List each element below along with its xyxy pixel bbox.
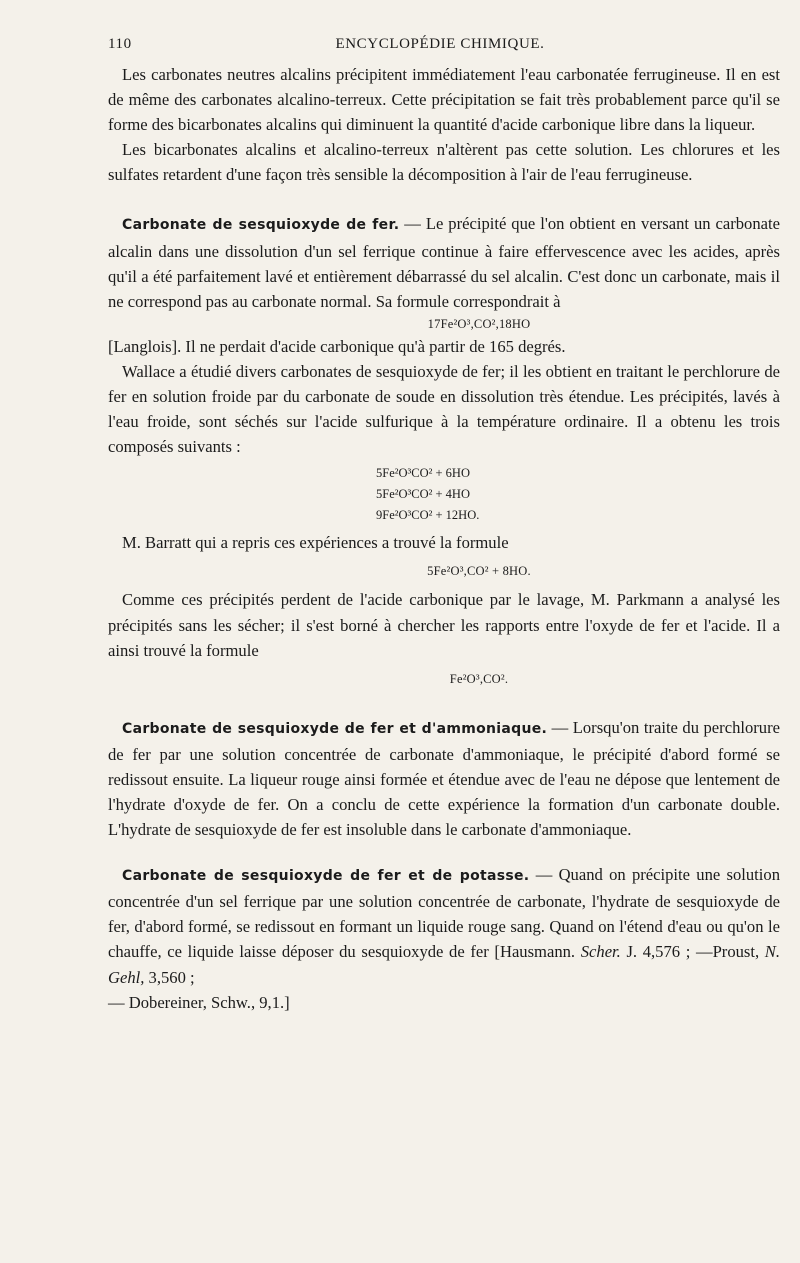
reference-line: — Dobereiner, Schw., 9,1.] [108, 992, 290, 1012]
formula: Fe²O³,CO². [449, 671, 509, 686]
formula-group [108, 463, 780, 526]
paragraph: Wallace a étudié divers carbonates de sesquioxyde de fer; il les obtient en traitant le perchlorure de fer en solution froide par du carbonate de soude en dissolution très étendue. Les précipités, lavés à l'eau froide, sont séchés sur l'acide sulfurique à la température ordinaire. Il a obtenu les trois composés suivants : [108, 361, 780, 457]
formula: 5Fe²O³,CO² + 8HO. [427, 564, 531, 579]
paragraph: Comme ces précipités perdent de l'acide carbonique par le lavage, M. Parkmann a analysé les précipités sans les sécher; il s'est borné à chercher les rapports entre l'oxyde de fer et l'acide. Il a ainsi trouvé la formule [108, 590, 780, 660]
paragraph: [Langlois]. Il ne perdait d'acide carbonique qu'à partir de 165 degrés. [108, 336, 566, 356]
reference-title: N. Gehl, [108, 942, 781, 987]
reference-text: J. 4,576 ; —Proust, [620, 942, 765, 962]
section-text: — Quand on précipite une solution concentrée d'un sel ferrique par une solution concentrée de carbonate, l'hydrate de sesquioxyde de fer, d'abord formé, se redissout en formant un liquide rouge sang. Quand on l'étend d'eau ou qu'on le chauffe, ce liquide laisse déposer du sesquioxyde de fer [Hausmann. [108, 865, 780, 962]
reference-title: Scher. [580, 942, 621, 962]
formula: 9Fe²O³CO² + 12HO. [376, 508, 480, 523]
reference-text: 3,560 ; [144, 967, 195, 987]
paragraph: M. Barratt qui a repris ces expériences a trouvé la formule [122, 533, 509, 553]
paragraph: Les bicarbonates alcalins et alcalino-terreux n'altèrent pas cette solution. Les chlorures et les sulfates retardent d'une façon très sensible la décomposition à l'air de l'eau ferrugineuse. [108, 140, 780, 185]
formula: 5Fe²O³CO² + 6HO [376, 466, 470, 481]
formula: 17Fe²O³,CO²,18HO [427, 316, 531, 331]
section-paragraph [108, 862, 780, 989]
page-header [108, 36, 772, 58]
formula: 5Fe²O³CO² + 4HO [376, 487, 470, 502]
section-heading: Carbonate de sesquioxyde de fer. [122, 217, 400, 234]
page-number: 110 [108, 36, 132, 52]
section-paragraph [108, 715, 780, 842]
section-text: — Lorsqu'on traite du perchlorure de fer par une solution concentrée de carbonate d'ammoniaque, le précipité d'abord formé se redissout ensuite. La liqueur rouge ainsi formée et étendue avec de l'eau ne dépose que lentement de l'hydrate d'oxyde de fer. On a conclu de cette expérience la formation d'un carbonate double. L'hydrate de sesquioxyde de fer est insoluble dans le carbonate d'ammoniaque. [108, 717, 780, 840]
section-text: — Le précipité que l'on obtient en versant un carbonate alcalin dans une dissolution d'un sel ferrique continue à faire effervescence avec les acides, après qu'il a été parfaitement lavé et entièrement débarrassé du sel alcalin. C'est donc un carbonate, mais il ne correspond pas au carbonate normal. Sa formule correspondrait à [108, 214, 780, 311]
section-paragraph [108, 211, 780, 313]
section-heading: Carbonate de sesquioxyde de fer et de potasse. [122, 868, 530, 885]
page-body [108, 62, 780, 1015]
paragraph: Les carbonates neutres alcalins précipitent immédiatement l'eau carbonatée ferrugineuse. Il en est de même des carbonates alcalino-terreux. Cette précipitation se fait très probablement parce qu'il se forme des bicarbonates alcalins qui diminuent la quantité d'acide carbonique libre dans la liqueur. [108, 65, 780, 135]
section-heading: Carbonate de sesquioxyde de fer et d'ammoniaque. [122, 720, 548, 737]
running-title: ENCYCLOPÉDIE CHIMIQUE. [335, 36, 545, 52]
